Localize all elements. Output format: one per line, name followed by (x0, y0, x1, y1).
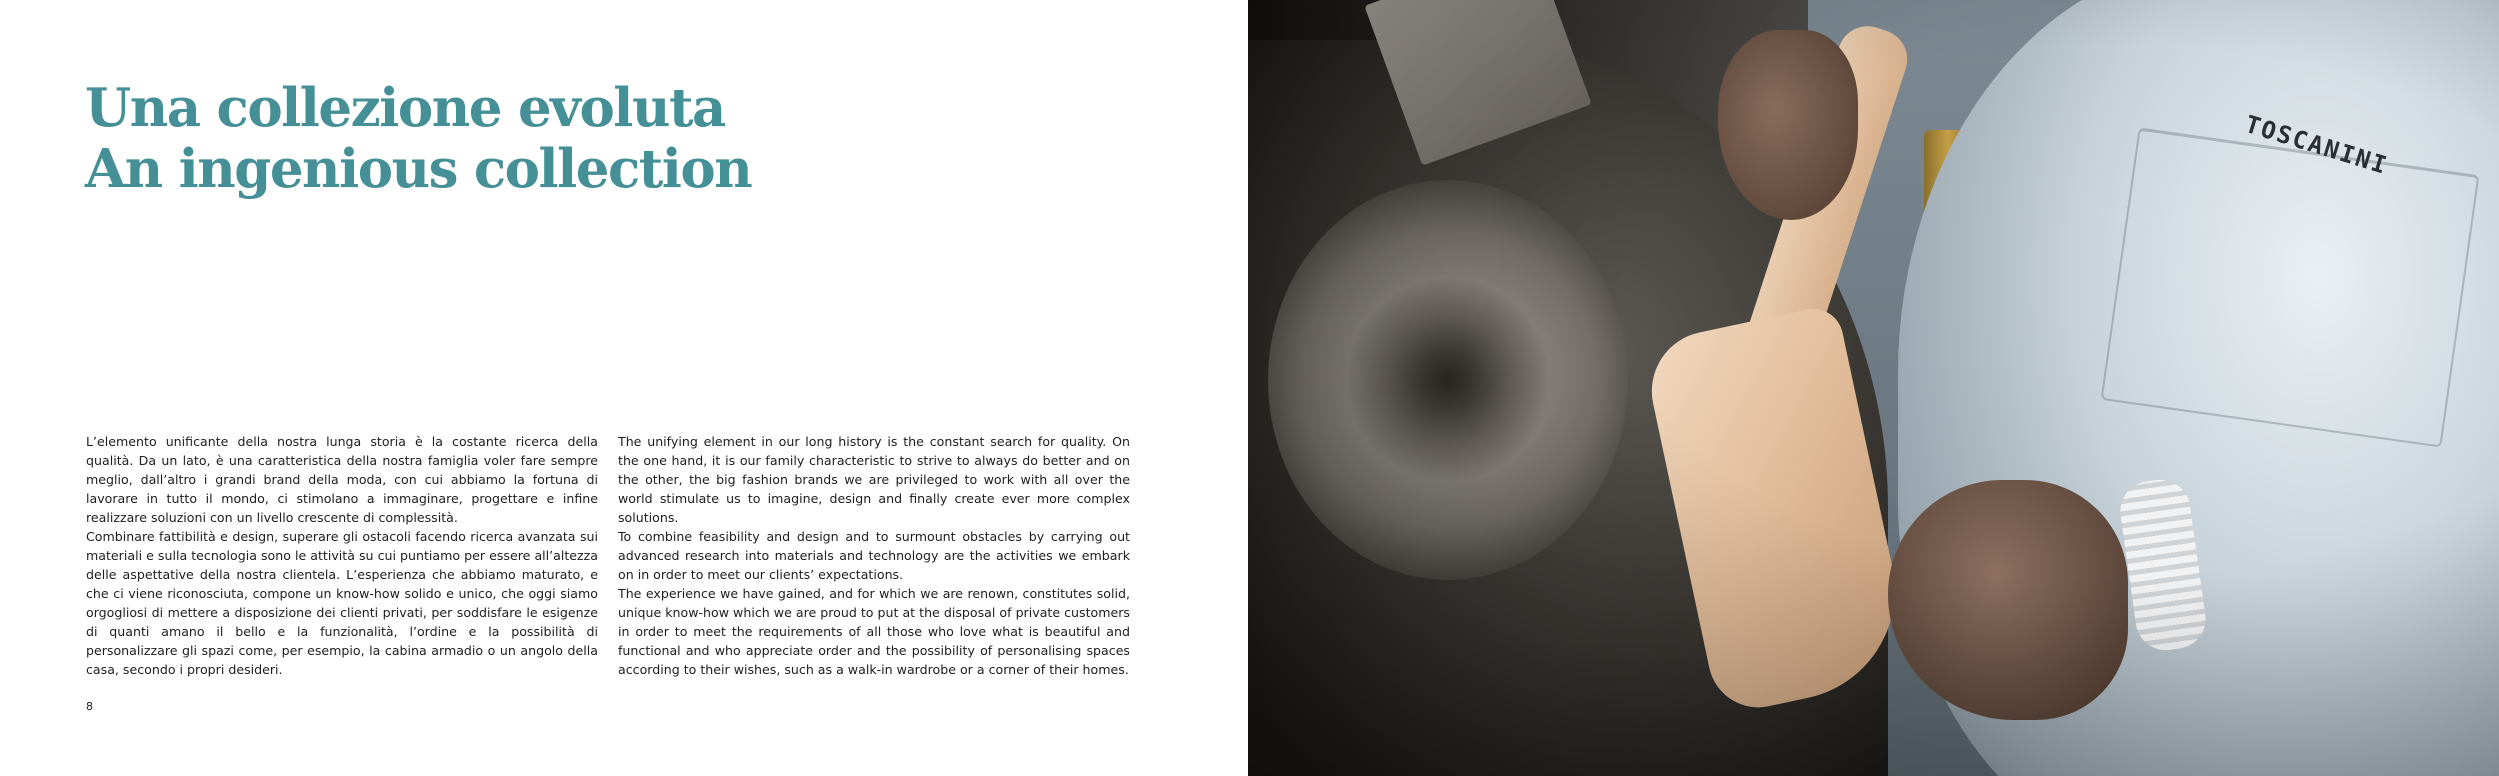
photo-vignette (1248, 0, 2499, 776)
italian-text-column (86, 432, 598, 679)
page-number: 8 (86, 700, 93, 713)
english-paragraph-2: To combine feasibility and design and to surmount obstacles by carrying out advanced research into materials and technology are the activities we embark on in order to meet our clients’ expectations. (618, 529, 1130, 582)
title-italian: Una collezione evoluta (85, 77, 725, 139)
left-page (0, 0, 1248, 776)
title-english: An ingenious collection (85, 138, 752, 200)
english-text-column (618, 432, 1130, 679)
page-title (85, 78, 751, 200)
english-paragraph-3: The experience we have gained, and for which we are renown, constitutes solid, unique know-how which we are proud to put at the disposal of private customers in order to meet the requirements of all those who love what is beautiful and functional and who appreciate order and the possibility of personalising spaces according to their wishes, such as a walk-in wardrobe or a corner of their homes. (618, 586, 1130, 677)
english-paragraph-1: The unifying element in our long history is the constant search for quality. On the one hand, it is our family characteristic to strive to always do better and on the other, the big fashion brands we are privileged to work with all over the world stimulate us to imagine, design and finally create ever more complex solutions. (618, 434, 1130, 525)
italian-paragraph-1: L’elemento unificante della nostra lunga storia è la costante ricerca della qualità. Da un lato, è una caratteristica della nostra famiglia voler fare sempre meglio, dall’altro i grandi brand della moda, con cui abbiamo la fortuna di lavorare in tutto il mondo, ci stimolano a immaginare, progettare e infine realizzare soluzioni con un livello crescente di complessità. (86, 434, 598, 525)
craftsman-photo (1248, 0, 2499, 776)
italian-paragraph-2: Combinare fattibilità e design, superare gli ostacoli facendo ricerca avanzata sui materiali e sulla tecnologia sono le attività su cui puntiamo per essere all’altezza delle aspettative della nostra clientela. L’esperienza che abbiamo maturato, e che ci viene riconosciuta, compone un know-how solido e unico, che oggi siamo orgogliosi di mettere a disposizione dei clienti privati, per soddisfare le esigenze di quanti amano il bello e la funzionalità, l’ordine e la possibilità di personalizzare gli spazi come, per esempio, la cabina armadio o un angolo della casa, secondo i propri desideri. (86, 529, 598, 677)
